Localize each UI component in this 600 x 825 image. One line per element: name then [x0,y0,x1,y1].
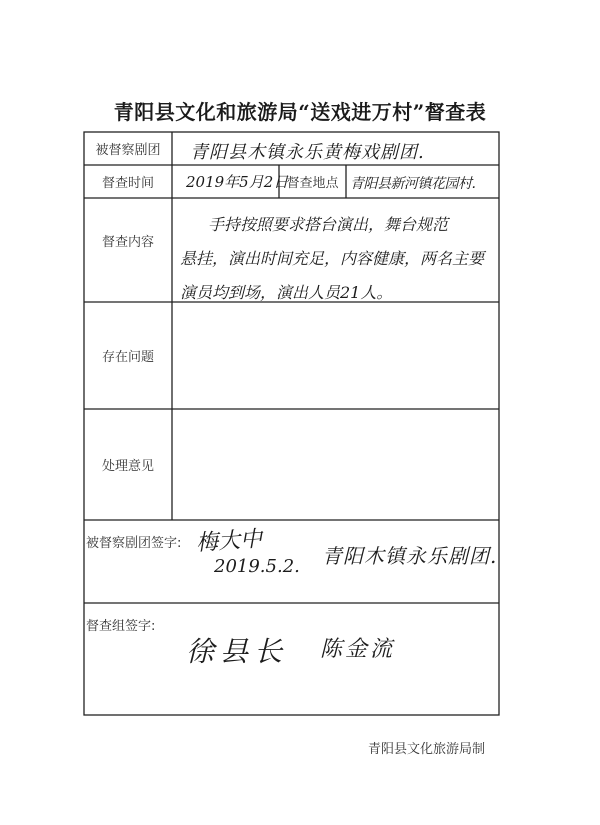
label-problems: 存在问题 [101,350,154,365]
hw-time: 2019年5月2日 [186,173,289,191]
hw-troupe-sign-date: 2019.5.2. [214,556,300,577]
hw-content-line-2: 悬挂，演出时间充足，内容健康，两名主要 [180,249,485,268]
form-title: 青阳县文化和旅游局“送戏进万村”督查表 [113,100,487,124]
form-footer: 青阳县文化旅游局制 [368,742,486,757]
label-troupe-sign: 被督察剧团签字: [86,535,182,551]
hw-content-line-3: 演员均到场，演出人员21人。 [180,283,393,302]
hw-troupe-sign-name: 梅大中 [195,526,263,557]
label-troupe: 被督察剧团 [95,143,161,158]
hw-place: 青阳县新河镇花园村. [350,176,476,192]
label-opinion: 处理意见 [101,459,154,474]
label-group-sign: 督查组签字: [86,618,156,634]
label-content: 督查内容 [101,234,154,250]
hw-group-sign-2: 陈金流 [320,637,396,662]
label-time: 督查时间 [101,176,154,191]
hw-group-sign-1: 徐县长 [186,635,289,668]
hw-content-line-1: 手持按照要求搭台演出，舞台规范 [208,215,449,234]
hw-troupe-sign-org: 青阳木镇永乐剧团. [322,544,498,568]
label-place: 督查地点 [286,176,339,191]
hw-troupe-name: 青阳县木镇永乐黄梅戏剧团. [190,142,425,163]
